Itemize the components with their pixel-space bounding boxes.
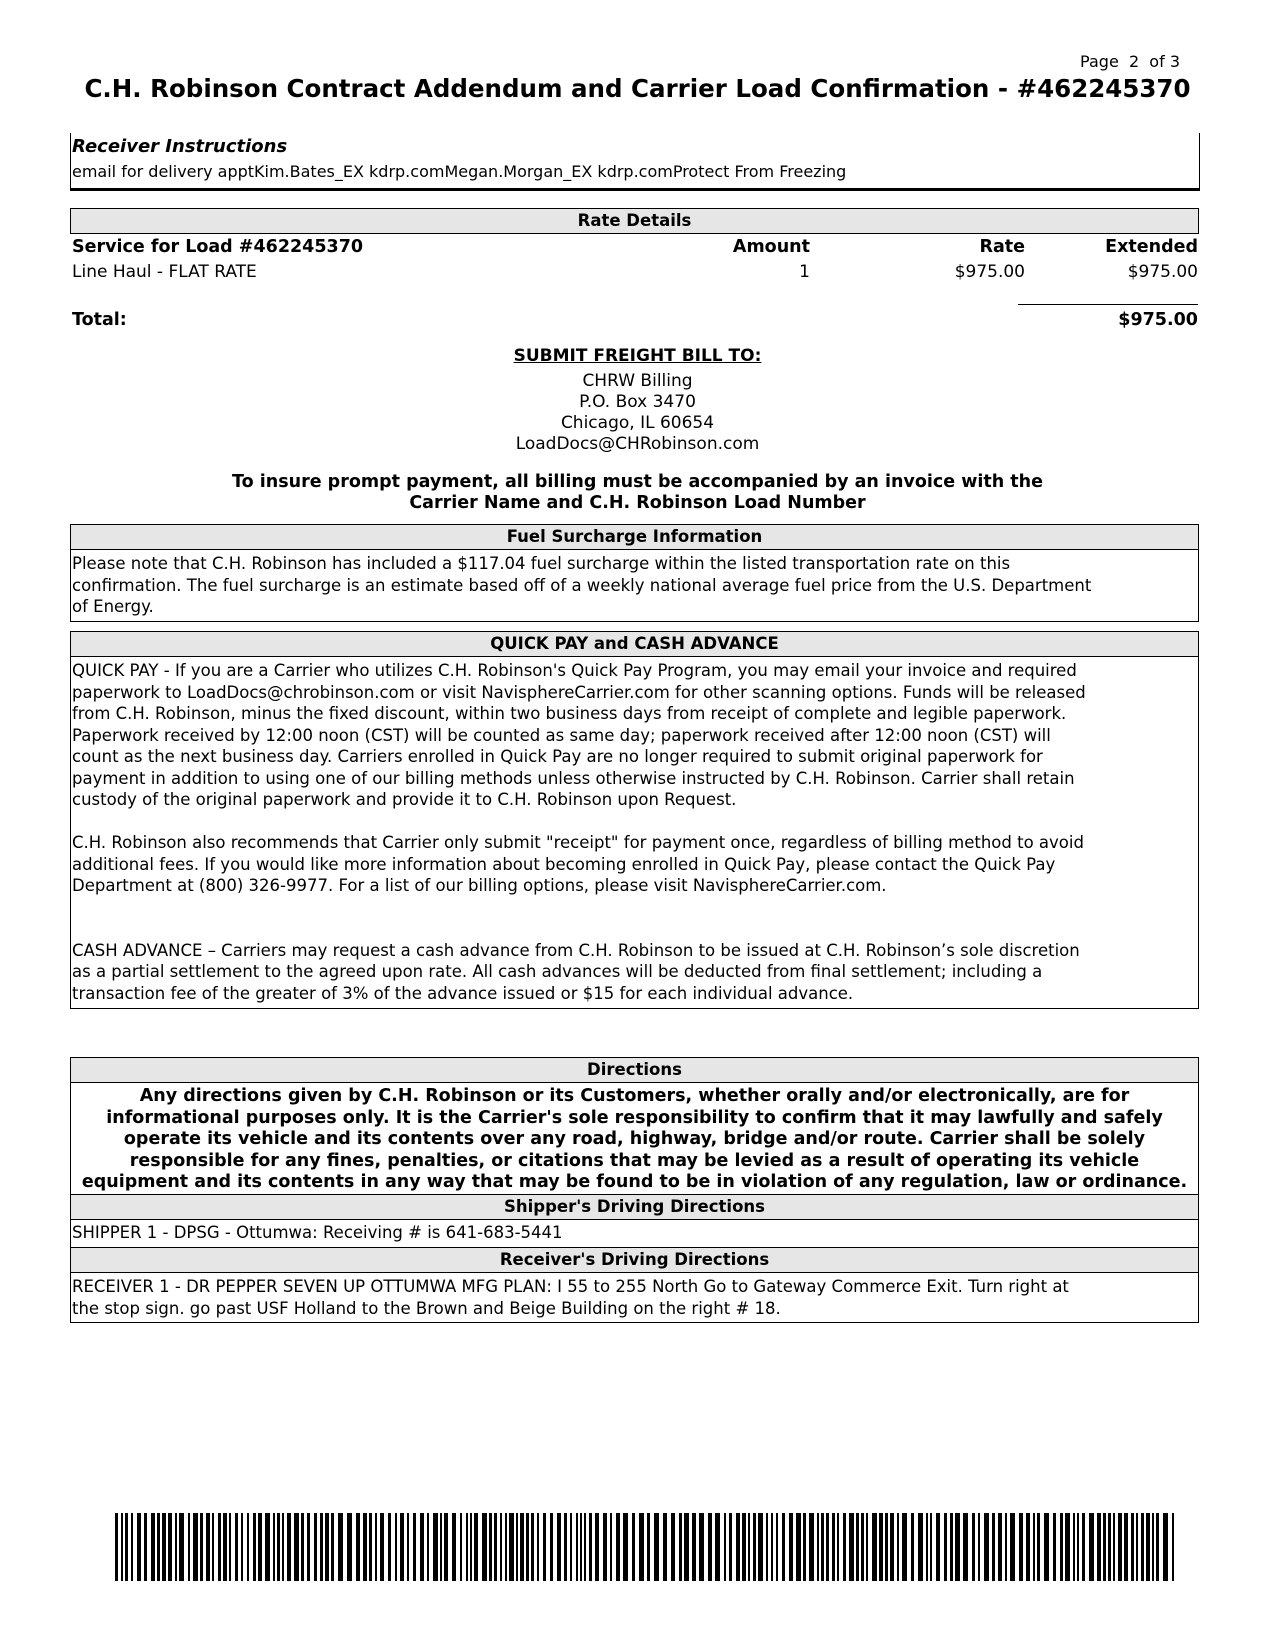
barcode-bar [509,1513,514,1581]
page-number: Page 2 of 3 [1080,52,1180,71]
receiver-instructions-title: Receiver Instructions [72,136,288,157]
barcode-bar [338,1513,343,1581]
barcode-bar [307,1513,310,1581]
barcode-bar [206,1513,210,1581]
barcode-bar [168,1513,172,1581]
barcode-bar [1124,1513,1128,1581]
barcode-bar [369,1513,372,1581]
prompt-line-1: To insure prompt payment, all billing must be accompanied by an invoice with the [232,472,1043,492]
barcode-bar [843,1513,846,1581]
barcode-bar [505,1513,507,1581]
receiver-instructions-text: email for delivery apptKim.Bates_EX kdrp.comMegan.Morgan_EX kdrp.comProtect From Freezing [72,162,847,181]
total-value: $975.00 [1118,310,1198,330]
barcode-bar [388,1513,391,1581]
barcode-bar [950,1513,953,1581]
barcode-bar [212,1513,214,1581]
barcode-bar [1146,1513,1150,1581]
barcode-bar [782,1513,785,1581]
barcode-bar [229,1513,231,1581]
barcode-bar [1019,1513,1023,1581]
barcode-bar [157,1513,160,1581]
barcode-bar [897,1513,899,1581]
barcode-bar [1026,1513,1030,1581]
barcode-bar [866,1513,868,1581]
barcode-bar [1108,1513,1111,1581]
barcode-bar [984,1513,989,1581]
barcode-bar [1097,1513,1101,1581]
billing-email: LoadDocs@CHRobinson.com [515,434,760,454]
barcode-bar [972,1513,975,1581]
barcode-bar [1053,1513,1056,1581]
barcode-bar [879,1513,883,1581]
barcode-bar [188,1513,190,1581]
barcode-bar [273,1513,275,1581]
barcode-bar [992,1513,995,1581]
barcode-bar [616,1513,620,1581]
barcode-bar [902,1513,907,1581]
rate-row-rate: $975.00 [954,262,1025,282]
barcode-bar [218,1513,221,1581]
barcode-bar [771,1513,773,1581]
receiver-directions-header: Receiver's Driving Directions [70,1247,1199,1273]
barcode-bar [832,1513,835,1581]
total-rule [1018,304,1198,305]
barcode-bar [427,1513,429,1581]
barcode-bar [200,1513,203,1581]
barcode-bar [789,1513,793,1581]
barcode-bar [137,1513,141,1581]
barcode-bar [144,1513,147,1581]
receiver-directions-text: RECEIVER 1 - DR PEPPER SEVEN UP OTTUMWA MFG PLAN: I 55 to 255 North Go to Gateway Commerce Exit. Turn right at the stop sign. go past USF Holland to the Brown and Beige Building on the right # 18. [72,1277,1069,1318]
barcode-bar [1163,1513,1168,1581]
barcode-bar [444,1513,448,1581]
barcode-bar [1103,1513,1106,1581]
barcode-bar [758,1513,763,1581]
barcode-bar [466,1513,468,1581]
barcode-bar [936,1513,940,1581]
barcode-bar [580,1513,582,1581]
barcode-bar [282,1513,284,1581]
barcode-bar [639,1513,644,1581]
barcode-bar [520,1513,524,1581]
barcode-bar [1118,1513,1122,1581]
barcode-bar [193,1513,198,1581]
barcode-bar [918,1513,923,1581]
barcode-bar [489,1513,492,1581]
barcode-bar [320,1513,323,1581]
barcode-bar [241,1513,243,1581]
barcode-bar [872,1513,877,1581]
barcode-bar [911,1513,914,1581]
barcode-bar [849,1513,854,1581]
barcode-bar [861,1513,864,1581]
barcode-bar [1089,1513,1094,1581]
barcode-bar [647,1513,650,1581]
billing-name: CHRW Billing [582,371,693,391]
barcode-bar [258,1513,262,1581]
barcode-bar [679,1513,682,1581]
barcode-bar [930,1513,932,1581]
rate-row-service: Line Haul - FLAT RATE [72,262,257,282]
page-title: C.H. Robinson Contract Addendum and Carrier Load Confirmation - #462245370 [84,74,1191,103]
barcode-bar [277,1513,280,1581]
quick-pay-header: QUICK PAY and CASH ADVANCE [70,631,1199,657]
shipper-directions-text: SHIPPER 1 - DPSG - Ottumwa: Receiving # is 641-683-5441 [72,1223,563,1242]
barcode-bar [1172,1513,1174,1581]
barcode-bar [253,1513,256,1581]
barcode-bar [796,1513,801,1581]
barcode-bar [821,1513,824,1581]
barcode-bar [294,1513,299,1581]
barcode-bar [576,1513,578,1581]
barcode-bar [395,1513,397,1581]
barcode-bar [589,1513,592,1581]
directions-disclaimer: Any directions given by C.H. Robinson or its Customers, whether orally and/or electronically, are for informational purposes only. It is the Carrier's sole responsibility to confirm that it may lawfully and safely operate its vehicle and its contents over any road, highway, bridge and/or route. Carrier shall be solely responsible for any fines, penalties, or citations that may be levied as a result of operating its vehicle equipment and its contents in any way that may be found to be in violation of any regulation, law or ordinance. [81,1086,1188,1192]
barcode-bar [632,1513,635,1581]
barcode-bar [1082,1513,1085,1581]
barcode-bar [1060,1513,1063,1581]
barcode-bar [692,1513,696,1581]
barcode-bar [375,1513,377,1581]
barcode-bar [944,1513,947,1581]
barcode-bar [817,1513,819,1581]
rate-row-extended: $975.00 [1127,262,1198,282]
barcode-bar [1010,1513,1015,1581]
barcode-bar [654,1513,659,1581]
barcode-bar [595,1513,599,1581]
barcode-bar [482,1513,487,1581]
rate-col-rate: Rate [979,237,1025,257]
total-label: Total: [72,310,127,330]
prompt-line-2: Carrier Name and C.H. Robinson Load Number [409,493,866,513]
barcode-bar [179,1513,184,1581]
barcode-bar [708,1513,712,1581]
barcode-bar [121,1513,123,1581]
barcode-bar [736,1513,740,1581]
barcode-bar [926,1513,928,1581]
barcode-bar [671,1513,675,1581]
barcode-bar [998,1513,1002,1581]
barcode-bar [474,1513,478,1581]
barcode [115,1513,1179,1581]
barcode-bar [748,1513,750,1581]
barcode-bar [885,1513,888,1581]
barcode-bar [1065,1513,1070,1581]
barcode-bar [699,1513,704,1581]
shipper-directions-header: Shipper's Driving Directions [70,1194,1199,1220]
barcode-bar [125,1513,128,1581]
barcode-bar [1156,1513,1159,1581]
barcode-bar [584,1513,586,1581]
barcode-bar [543,1513,546,1581]
quick-pay-text: QUICK PAY - If you are a Carrier who utilizes C.H. Robinson's Quick Pay Program, you may email your invoice and required paperwork to LoadDocs@chrobinson.com or visit NavisphereCarrier.com for other scanning options. Funds will be released from C.H. Robinson, minus the fixed discount, within two business days from receipt of complete and legible paperwork. Paperwork received by 12:00 noon (CST) will be counted as same day; paperwork received after 12:00 noon (CST) will count as the next business day. Carriers enrolled in Quick Pay are no longer required to submit original paperwork for payment in addition to using one of our billing methods unless otherwise instructed by C.H. Robinson. Carrier shall retain custody of the original paperwork and provide it to C.H. Robinson upon Request. C.H. Robinson also recommends that Carrier only submit "receipt" for payment once, regardless of billing method to avoid additional fees. If you would like more information about becoming enrolled in Quick Pay, please contact the Quick Pay Department at (800) 326-9977. For a list of our billing options, please visit NavisphereCarrier.com. CASH ADVANCE – Carriers may request a cash advance from C.H. Robinson to be issued at C.H. Robinson’s sole discretion as a partial settlement to the agreed upon rate. All cash advances will be deducted from final settlement; including a transaction fee of the greater of 3% of the advance issued or $15 for each individual advance. [72,661,1086,1003]
barcode-bar [331,1513,334,1581]
barcode-bar [356,1513,360,1581]
rate-row-amount: 1 [799,262,810,282]
barcode-bar [162,1513,166,1581]
barcode-bar [301,1513,304,1581]
barcode-bar [550,1513,553,1581]
barcode-bar [151,1513,155,1581]
barcode-bar [663,1513,667,1581]
barcode-bar [1113,1513,1115,1581]
barcode-bar [407,1513,409,1581]
barcode-bar [766,1513,768,1581]
barcode-bar [287,1513,291,1581]
barcode-bar [314,1513,317,1581]
barcode-bar [1005,1513,1007,1581]
barcode-bar [684,1513,689,1581]
barcode-bar [1077,1513,1079,1581]
barcode-bar [131,1513,133,1581]
barcode-bar [537,1513,539,1581]
barcode-bar [557,1513,561,1581]
barcode-bar [494,1513,497,1581]
barcode-bar [223,1513,227,1581]
barcode-bar [433,1513,438,1581]
barcode-bar [724,1513,726,1581]
barcode-bar [978,1513,980,1581]
barcode-bar [452,1513,456,1581]
directions-header: Directions [70,1057,1199,1083]
barcode-bar [890,1513,894,1581]
barcode-bar [115,1513,118,1581]
barcode-bar [955,1513,960,1581]
barcode-bar [440,1513,442,1581]
barcode-bar [1037,1513,1040,1581]
barcode-bar [826,1513,829,1581]
barcode-bar [175,1513,177,1581]
rate-col-amount: Amount [732,237,810,257]
barcode-bar [247,1513,249,1581]
barcode-bar [837,1513,839,1581]
barcode-bar [729,1513,732,1581]
barcode-bar [856,1513,859,1581]
rate-col-extended: Extended [1105,237,1198,257]
barcode-bar [1073,1513,1075,1581]
barcode-bar [470,1513,472,1581]
barcode-bar [531,1513,534,1581]
barcode-bar [776,1513,778,1581]
barcode-bar [1033,1513,1035,1581]
barcode-bar [363,1513,367,1581]
barcode-bar [809,1513,814,1581]
barcode-bar [420,1513,424,1581]
billing-city: Chicago, IL 60654 [560,413,715,433]
barcode-bar [963,1513,968,1581]
barcode-bar [235,1513,238,1581]
rate-col-service: Service for Load #462245370 [72,237,364,257]
barcode-bar [265,1513,270,1581]
barcode-bar [1152,1513,1154,1581]
fuel-surcharge-text: Please note that C.H. Robinson has included a $117.04 fuel surcharge within the listed transportation rate on this confirmation. The fuel surcharge is an estimate based off of a weekly national average fuel price from the U.S. Department of Energy. [72,554,1092,616]
barcode-bar [460,1513,462,1581]
barcode-bar [742,1513,746,1581]
prompt-payment-notice [0,472,1275,514]
barcode-bar [413,1513,416,1581]
barcode-bar [347,1513,352,1581]
barcode-bar [753,1513,756,1581]
submit-freight-title: SUBMIT FREIGHT BILL TO: [513,346,762,366]
barcode-bar [564,1513,567,1581]
barcode-bar [500,1513,502,1581]
barcode-bar [380,1513,384,1581]
barcode-bar [1141,1513,1144,1581]
barcode-bar [526,1513,529,1581]
barcode-bar [570,1513,572,1581]
barcode-bar [610,1513,612,1581]
barcode-bar [1131,1513,1134,1581]
barcode-bar [516,1513,518,1581]
barcode-bar [400,1513,404,1581]
rate-details-header: Rate Details [70,208,1199,234]
barcode-bar [1044,1513,1049,1581]
billing-po-box: P.O. Box 3470 [579,392,696,412]
barcode-bar [623,1513,628,1581]
barcode-bar [803,1513,806,1581]
barcode-bar [325,1513,329,1581]
barcode-bar [1136,1513,1138,1581]
fuel-surcharge-header: Fuel Surcharge Information [70,524,1199,550]
barcode-bar [715,1513,720,1581]
barcode-bar [603,1513,607,1581]
